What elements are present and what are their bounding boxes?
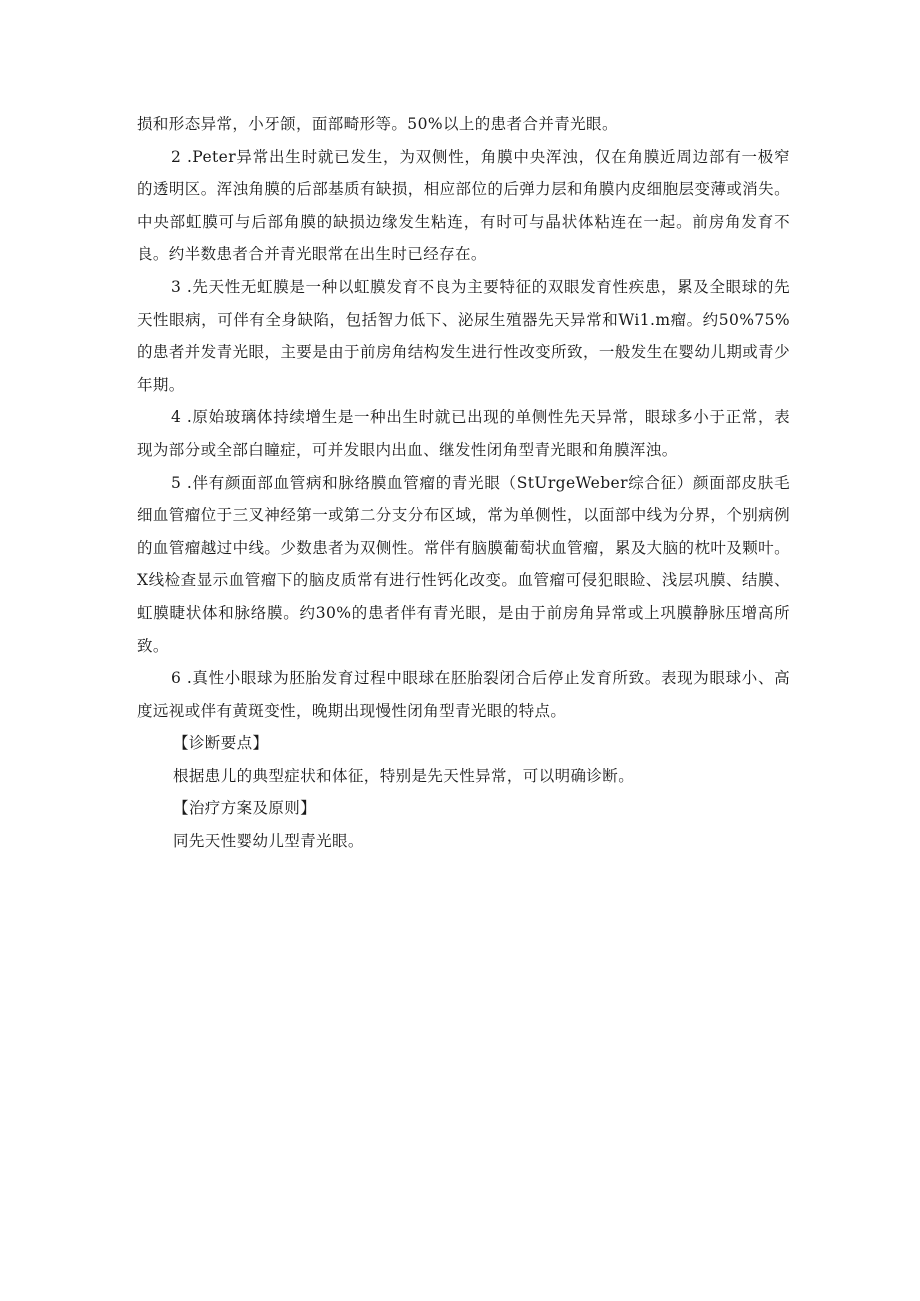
document-body xyxy=(137,108,790,858)
paragraph-item-5: 5 .伴有颜面部血管病和脉络膜血管瘤的青光眼（StUrgeWeber综合征）颜面部皮肤毛细血管瘤位于三叉神经第一或第二分支分布区域，常为单侧性，以面部中线为分界，个别病例的血管瘤越过中线。少数患者为双侧性。常伴有脑膜葡萄状血管瘤，累及大脑的枕叶及颗叶。X线检查显示血管瘤下的脑皮质常有进行性钙化改变。血管瘤可侵犯眼睑、浅层巩膜、结膜、虹膜睫状体和脉络膜。约30%的患者伴有青光眼，是由于前房角异常或上巩膜静脉压增高所致。 xyxy=(137,473,790,655)
paragraph-item-2: 2 .Peter异常出生时就已发生，为双侧性，角膜中央浑浊，仅在角膜近周边部有一极窄的透明区。浑浊角膜的后部基质有缺损，相应部位的后弹力层和角膜内皮细胞层变薄或消失。中央部虹膜可与后部角膜的缺损边缘发生粘连，有时可与晶状体粘连在一起。前房角发育不良。约半数患者合并青光眼常在出生时已经存在。 xyxy=(137,147,790,264)
paragraph-continuation: 损和形态异常，小牙颌，面部畸形等。50%以上的患者合并青光眼。 xyxy=(137,115,618,133)
section-heading-treatment: 【治疗方案及原则】 xyxy=(173,799,317,818)
paragraph-item-4: 4 .原始玻璃体持续增生是一种出生时就已出现的单侧性先天异常，眼球多小于正常，表现为部分或全部白瞳症，可并发眼内出血、继发性闭角型青光眼和角膜浑浊。 xyxy=(137,408,790,459)
paragraph-diagnosis: 根据患儿的典型症状和体征，特别是先天性异常，可以明确诊断。 xyxy=(173,766,635,785)
paragraph-treatment: 同先天性婴幼儿型青光眼。 xyxy=(173,832,364,851)
paragraph-item-6: 6 .真性小眼球为胚胎发育过程中眼球在胚胎裂闭合后停止发育所致。表现为眼球小、高度远视或伴有黄斑变性，晚期出现慢性闭角型青光眼的特点。 xyxy=(137,669,790,720)
section-heading-diagnosis: 【诊断要点】 xyxy=(173,734,269,753)
paragraph-item-3: 3 .先天性无虹膜是一种以虹膜发育不良为主要特征的双眼发育性疾患，累及全眼球的先天性眼病，可伴有全身缺陷，包括智力低下、泌尿生殖器先天异常和Wi1.m瘤。约50%75%的患者并发青光眼，主要是由于前房角结构发生进行性改变所致，一般发生在婴幼儿期或青少年期。 xyxy=(137,277,790,394)
